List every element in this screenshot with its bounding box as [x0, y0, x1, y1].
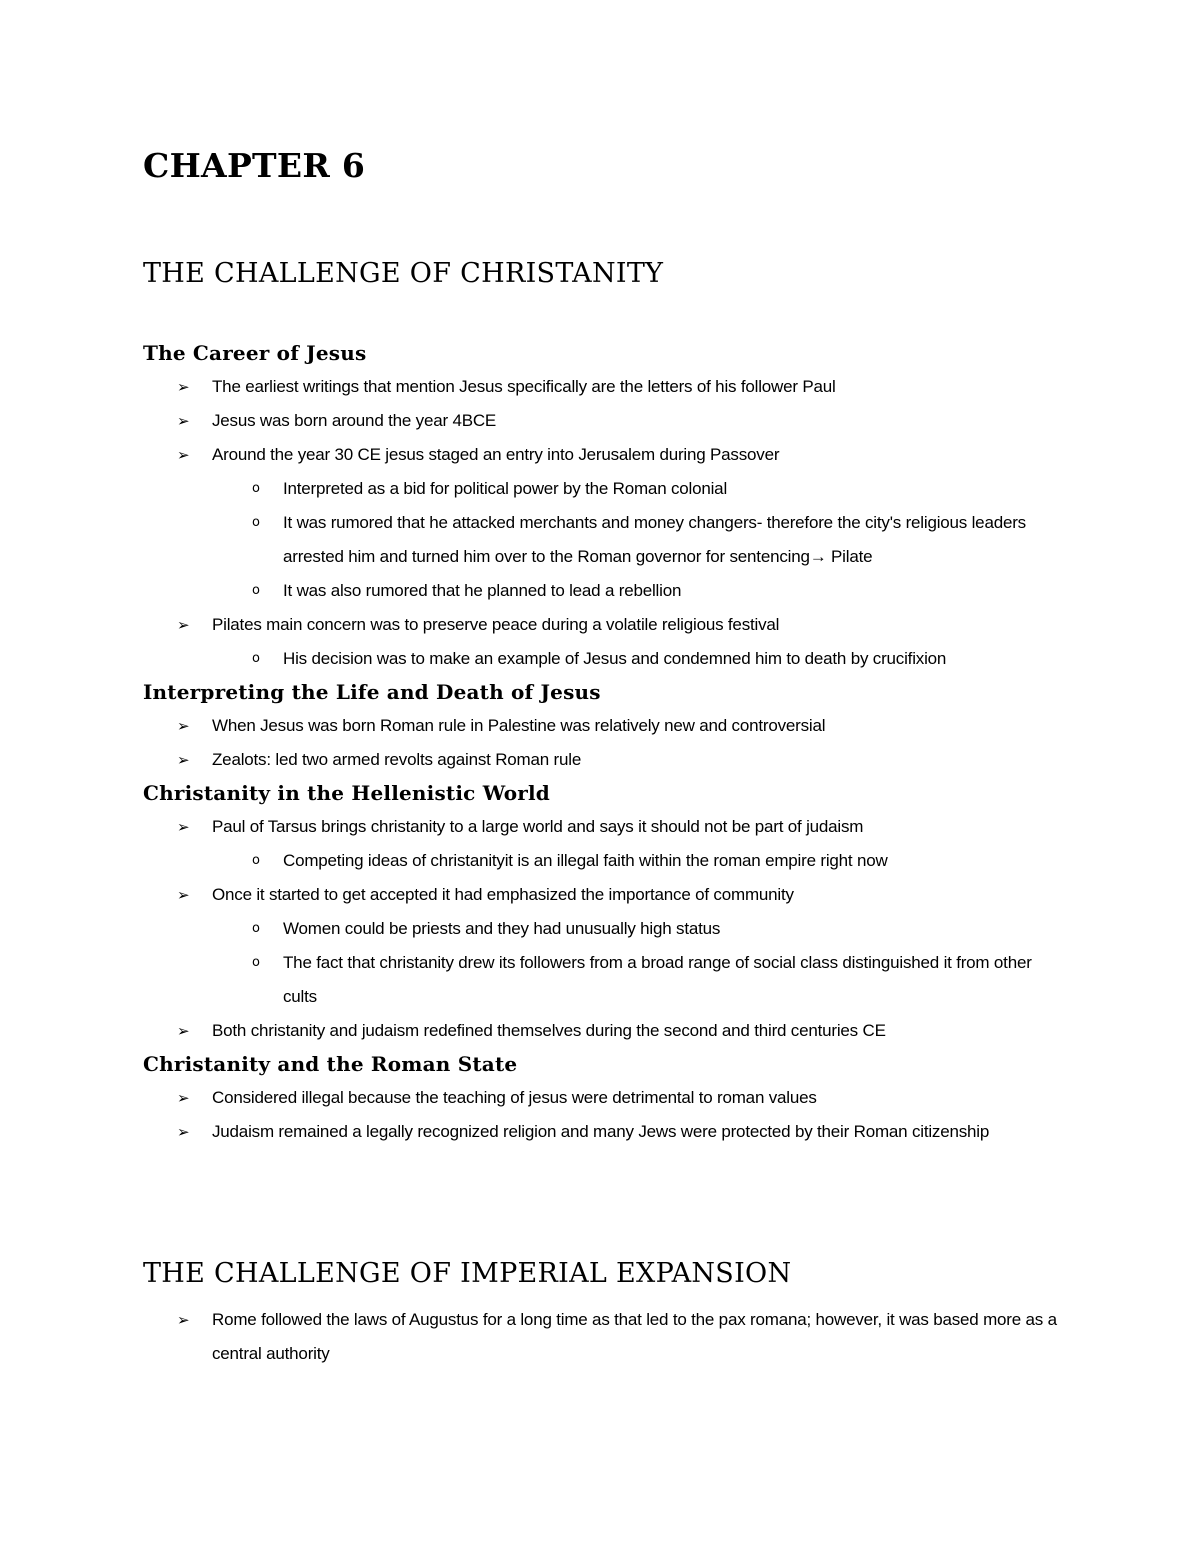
subsection-heading: Christanity and the Roman State [143, 1052, 518, 1076]
arrow-bullet-icon: ➢ [177, 412, 190, 430]
list-item [143, 370, 1063, 404]
sub-list-item [212, 946, 1063, 1014]
list-item [143, 709, 1063, 743]
list-item-text: Paul of Tarsus brings christanity to a large world and says it should not be part of judaism [212, 817, 864, 836]
sub-bullet-list [212, 912, 1063, 1014]
arrow-bullet-icon: ➢ [177, 717, 190, 735]
circle-bullet-icon: o [252, 583, 260, 598]
section-title: THE CHALLENGE OF CHRISTANITY [143, 258, 664, 289]
circle-bullet-icon: o [252, 515, 260, 530]
sub-list-item-text: It was rumored that he attacked merchants and money changers- therefore the city's religious leaders arrested him and turned him over to the Roman governor for sentencing→ Pilate [283, 513, 1026, 566]
circle-bullet-icon: o [252, 853, 260, 868]
sub-list-item-text: Interpreted as a bid for political power by the Roman colonial [283, 479, 728, 498]
sub-list-item-text: Women could be priests and they had unusually high status [283, 919, 721, 938]
list-item [143, 743, 1063, 777]
subsection-heading: The Career of Jesus [143, 341, 367, 365]
chapter-title: CHAPTER 6 [143, 146, 366, 185]
list-item-text: Around the year 30 CE jesus staged an entry into Jerusalem during Passover [212, 445, 780, 464]
bullet-list [143, 709, 1063, 777]
list-item-text: Rome followed the laws of Augustus for a long time as that led to the pax romana; however, it was based more as a central authority [212, 1310, 1057, 1363]
list-item [143, 404, 1063, 438]
circle-bullet-icon: o [252, 921, 260, 936]
bullet-list [143, 1303, 1063, 1371]
arrow-bullet-icon: ➢ [177, 751, 190, 769]
list-item-text: The earliest writings that mention Jesus specifically are the letters of his follower Paul [212, 377, 836, 396]
list-item-text: Judaism remained a legally recognized religion and many Jews were protected by their Roman citizenship [212, 1122, 990, 1141]
sub-list-item [212, 912, 1063, 946]
sub-list-item [212, 844, 1063, 878]
list-item [143, 1081, 1063, 1115]
section-title: THE CHALLENGE OF IMPERIAL EXPANSION [143, 1258, 792, 1289]
list-item-text: Jesus was born around the year 4BCE [212, 411, 497, 430]
list-item [143, 608, 1063, 676]
list-item [143, 878, 1063, 1014]
subsection-heading: Interpreting the Life and Death of Jesus [143, 680, 601, 704]
arrow-bullet-icon: ➢ [177, 378, 190, 396]
list-item-text: When Jesus was born Roman rule in Palestine was relatively new and controversial [212, 716, 826, 735]
section-body [143, 1303, 1063, 1371]
circle-bullet-icon: o [252, 955, 260, 970]
sub-bullet-list [212, 642, 1063, 676]
list-item [143, 1303, 1063, 1371]
list-item-text: Zealots: led two armed revolts against Roman rule [212, 750, 582, 769]
subsection-heading: Christanity in the Hellenistic World [143, 781, 550, 805]
list-item [143, 1115, 1063, 1149]
arrow-bullet-icon: ➢ [177, 886, 190, 904]
sub-list-item-text: His decision was to make an example of Jesus and condemned him to death by crucifixion [283, 649, 947, 668]
list-item-text: Both christanity and judaism redefined themselves during the second and third centuries CE [212, 1021, 886, 1040]
circle-bullet-icon: o [252, 481, 260, 496]
arrow-bullet-icon: ➢ [177, 616, 190, 634]
arrow-bullet-icon: ➢ [177, 1022, 190, 1040]
sub-bullet-list [212, 844, 1063, 878]
sub-list-item-text: The fact that christanity drew its followers from a broad range of social class distinguished it from other cults [283, 953, 1032, 1006]
sub-list-item-text: It was also rumored that he planned to lead a rebellion [283, 581, 682, 600]
list-item [143, 810, 1063, 878]
bullet-list [143, 810, 1063, 1048]
section-body [143, 337, 1063, 1149]
bullet-list [143, 1081, 1063, 1149]
sub-list-item-text: Competing ideas of christanityit is an illegal faith within the roman empire right now [283, 851, 888, 870]
sub-list-item [212, 574, 1063, 608]
arrow-bullet-icon: ➢ [177, 1123, 190, 1141]
list-item [143, 1014, 1063, 1048]
list-item-text: Considered illegal because the teaching of jesus were detrimental to roman values [212, 1088, 817, 1107]
arrow-bullet-icon: ➢ [177, 818, 190, 836]
list-item-text: Once it started to get accepted it had emphasized the importance of community [212, 885, 794, 904]
list-item-text: Pilates main concern was to preserve peace during a volatile religious festival [212, 615, 780, 634]
arrow-bullet-icon: ➢ [177, 1089, 190, 1107]
sub-list-item [212, 642, 1063, 676]
sub-bullet-list [212, 472, 1063, 608]
arrow-bullet-icon: ➢ [177, 446, 190, 464]
arrow-bullet-icon: ➢ [177, 1311, 190, 1329]
circle-bullet-icon: o [252, 651, 260, 666]
list-item [143, 438, 1063, 608]
sub-list-item [212, 506, 1063, 574]
sub-list-item [212, 472, 1063, 506]
bullet-list [143, 370, 1063, 676]
